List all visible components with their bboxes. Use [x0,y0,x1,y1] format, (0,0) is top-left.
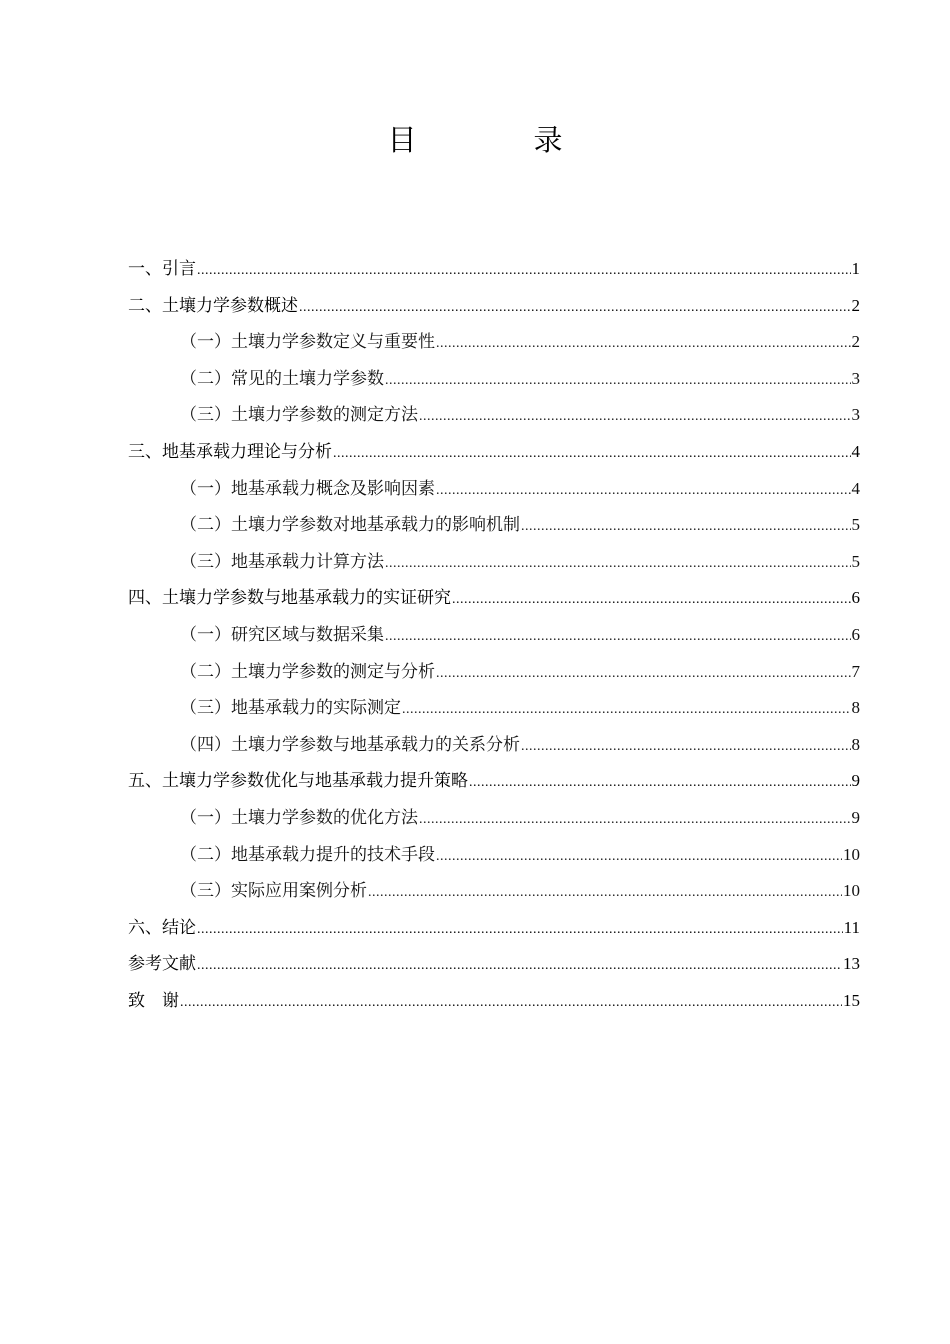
toc-dot-leader [333,436,851,473]
toc-entry-text: （三）土壤力学参数的测定方法 [180,405,418,426]
toc-page-number: 7 [851,661,860,681]
toc-entry-section-4-1[interactable] [128,617,860,654]
toc-dot-leader [419,399,851,436]
toc-page-number: 10 [843,881,860,901]
toc-dot-leader [385,619,851,656]
toc-page-number: 2 [851,332,860,352]
toc-dot-leader [521,729,851,766]
toc-entry-chapter-2[interactable] [128,288,860,325]
toc-entry-section-3-1[interactable] [128,471,860,508]
toc-entry-intro[interactable] [128,251,860,288]
toc-page-number: 5 [851,515,860,535]
toc-entry-acknowledgements[interactable] [128,983,860,1020]
toc-page-number: 1 [851,259,860,278]
toc-entry-section-4-4[interactable] [128,727,860,764]
toc-entry-text: （三）地基承载力计算方法 [180,551,384,572]
toc-page-number: 13 [843,954,860,974]
toc-dot-leader [368,875,842,912]
toc-page-number: 2 [851,295,860,315]
toc-entry-text: （四）土壤力学参数与地基承载力的关系分析 [180,734,520,755]
toc-entry-text: （三）实际应用案例分析 [180,881,367,902]
toc-page-number: 4 [851,441,860,461]
toc-dot-leader [197,948,842,985]
toc-dot-leader [436,326,851,363]
toc-entry-text: 参考文献 [128,954,196,975]
toc-page-number: 6 [851,624,860,644]
toc-entry-text: 四、土壤力学参数与地基承载力的实证研究 [128,588,451,609]
toc-entry-section-2-1[interactable] [128,324,860,361]
toc-entry-text: （一）地基承载力概念及影响因素 [180,478,435,499]
toc-entry-text: （一）土壤力学参数的优化方法 [180,807,418,828]
toc-entry-section-3-3[interactable] [128,544,860,581]
toc-dot-leader [385,546,851,583]
toc-dot-leader [521,509,851,546]
toc-entry-section-5-1[interactable] [128,800,860,837]
toc-entry-section-5-3[interactable] [128,873,860,910]
toc-page-number: 10 [843,844,860,864]
toc-page-number: 4 [851,478,860,498]
toc-entry-text: 五、土壤力学参数优化与地基承载力提升策略 [128,771,468,792]
toc-page-number: 5 [851,551,860,571]
toc-dot-leader [180,985,842,1022]
toc-entry-text: 三、地基承载力理论与分析 [128,441,332,462]
toc-dot-leader [436,473,851,510]
toc-entry-text: （一）研究区域与数据采集 [180,624,384,645]
toc-dot-leader [419,802,851,839]
toc-entry-chapter-4[interactable] [128,580,860,617]
toc-entry-section-2-3[interactable] [128,397,860,434]
toc-dot-leader [469,765,851,802]
toc-page-number: 11 [843,917,860,937]
toc-entry-text: 二、土壤力学参数概述 [128,295,298,316]
toc-page-number: 9 [851,771,860,791]
toc-entry-text: 六、结论 [128,917,196,938]
toc-page-number: 15 [843,990,860,1010]
toc-entry-text: （二）土壤力学参数对地基承载力的影响机制 [180,515,520,536]
toc-dot-leader [402,692,851,729]
toc-entry-text: （二）地基承载力提升的技术手段 [180,844,435,865]
toc-entry-text: 致 谢 [128,990,179,1011]
toc-entry-text: （三）地基承载力的实际测定 [180,698,401,719]
toc-list [128,251,860,1019]
toc-entry-text: （二）土壤力学参数的测定与分析 [180,661,435,682]
toc-entry-section-5-2[interactable] [128,837,860,874]
toc-entry-references[interactable] [128,946,860,983]
toc-entry-section-4-3[interactable] [128,690,860,727]
toc-dot-leader [197,253,851,290]
toc-entry-chapter-5[interactable] [128,763,860,800]
toc-page-number: 6 [851,588,860,608]
toc-entry-section-2-2[interactable] [128,361,860,398]
toc-dot-leader [299,290,851,327]
toc-entry-conclusion[interactable] [128,910,860,947]
toc-entry-text: （一）土壤力学参数定义与重要性 [180,332,435,353]
toc-entry-section-3-2[interactable] [128,507,860,544]
toc-entry-text: 一、引言 [128,259,196,279]
toc-page-number: 8 [851,734,860,754]
toc-dot-leader [197,912,843,949]
toc-page-number: 9 [851,807,860,827]
toc-page-number: 3 [851,368,860,388]
toc-title: 目 录 [387,123,607,157]
toc-dot-leader [385,363,851,400]
toc-entry-chapter-3[interactable] [128,434,860,471]
toc-page-number: 8 [851,698,860,718]
toc-page-number: 3 [851,405,860,425]
toc-entry-section-4-2[interactable] [128,654,860,691]
toc-dot-leader [452,582,851,619]
toc-entry-text: （二）常见的土壤力学参数 [180,368,384,389]
toc-dot-leader [436,656,851,693]
toc-dot-leader [436,839,842,876]
